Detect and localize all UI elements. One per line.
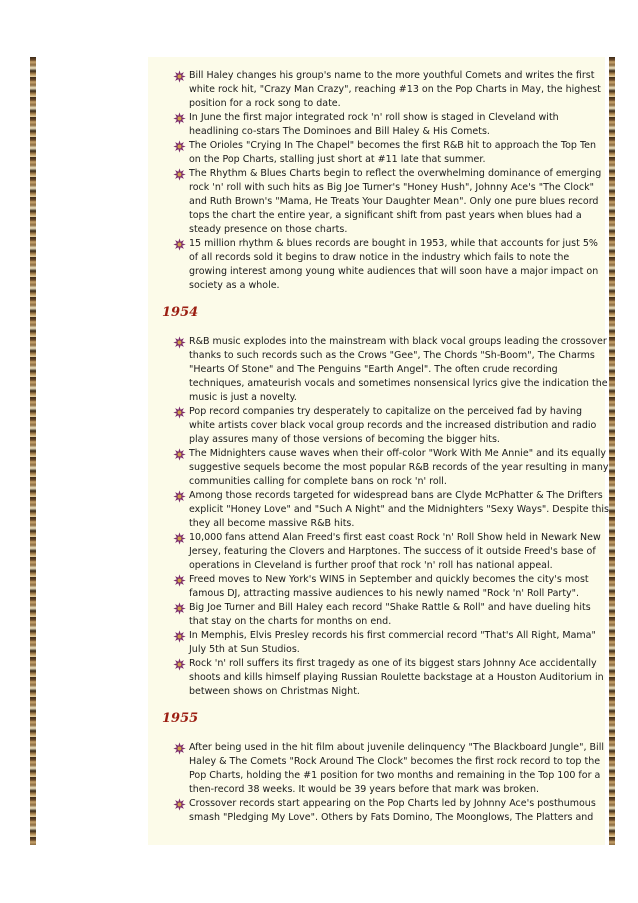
list-item-text: Bill Haley changes his group's name to the more youthful Comets and writes the first white rock hit, "Crazy Man Crazy", reaching #13 on the Pop Charts in May, the highest position for a rock song to date.: [189, 70, 601, 109]
section-heading-1954: 1954: [162, 305, 199, 320]
list-item: [170, 657, 610, 699]
list-item: [170, 335, 610, 405]
star-burst-icon: [173, 168, 186, 181]
star-burst-icon: [173, 798, 186, 811]
star-burst-icon: [173, 448, 186, 461]
star-burst-icon: [173, 336, 186, 349]
section-heading-1955: 1955: [162, 711, 199, 726]
list-item-text: 10,000 fans attend Alan Freed's first east coast Rock 'n' Roll Show held in Newark New Jersey, featuring the Clovers and Harptones. The success of it outside Freed's base of operations in Cleveland is further proof that rock 'n' roll has national appeal.: [189, 532, 601, 571]
list-item-text: Big Joe Turner and Bill Haley each record "Shake Rattle & Roll" and have dueling hits that stay on the charts for months on end.: [189, 602, 591, 627]
list-item-text: Freed moves to New York's WINS in September and quickly becomes the city's most famous DJ, attracting massive audiences to his newly named "Rock 'n' Roll Party".: [189, 574, 589, 599]
list-item: [170, 237, 610, 293]
list-item-text: Crossover records start appearing on the Pop Charts led by Johnny Ace's posthumous smash "Pledging My Love". Others by Fats Domino, The Moonglows, The Platters and: [189, 798, 596, 823]
decorative-border-left: [30, 57, 36, 845]
star-burst-icon: [173, 742, 186, 755]
star-burst-icon: [173, 574, 186, 587]
list-item-text: After being used in the hit film about juvenile delinquency "The Blackboard Jungle", Bill Haley & The Comets "Rock Around The Clock" becomes the first rock record to top the Pop Charts, holding the #1 position for two months and remaining in the Top 100 for a then-record 38 weeks. It would be 39 years before that mark was broken.: [189, 742, 604, 795]
star-burst-icon: [173, 112, 186, 125]
list-item-text: Rock 'n' roll suffers its first tragedy as one of its biggest stars Johnny Ace accidentally shoots and kills himself playing Russian Roulette backstage at a Houston Auditorium in between shows on Christmas Night.: [189, 658, 604, 697]
list-item: [170, 111, 610, 139]
list-item: [170, 601, 610, 629]
star-burst-icon: [173, 490, 186, 503]
list-1955: [170, 741, 610, 825]
list-item-text: In Memphis, Elvis Presley records his first commercial record "That's All Right, Mama" July 5th at Sun Studios.: [189, 630, 596, 655]
list-1953: [170, 69, 610, 293]
list-item-text: R&B music explodes into the mainstream with black vocal groups leading the crossover thanks to such records such as the Crows "Gee", The Chords "Sh-Boom", The Charms "Hearts Of Stone" and The Penguins "Earth Angel". The often crude recording techniques, amateurish vocals and sometimes nonsensical lyrics give the indication the music is just a novelty.: [189, 336, 608, 403]
star-burst-icon: [173, 238, 186, 251]
star-burst-icon: [173, 630, 186, 643]
list-item: [170, 573, 610, 601]
list-item: [170, 167, 610, 237]
list-item-text: The Midnighters cause waves when their off-color "Work With Me Annie" and its equally suggestive sequels become the most popular R&B records of the year resulting in many communities calling for complete bans on rock 'n' roll.: [189, 448, 609, 487]
list-item-text: The Rhythm & Blues Charts begin to reflect the overwhelming dominance of emerging rock 'n' roll with such hits as Big Joe Turner's "Honey Hush", Johnny Ace's "The Clock" and Ruth Brown's "Mama, He Treats Your Daughter Mean". Only one pure blues record tops the chart the entire year, a significant shift from past years when blues had a steady presence on those charts.: [189, 168, 602, 235]
list-item: [170, 531, 610, 573]
list-item: [170, 797, 610, 825]
list-item: [170, 69, 610, 111]
list-item: [170, 741, 610, 797]
star-burst-icon: [173, 140, 186, 153]
star-burst-icon: [173, 532, 186, 545]
list-item: [170, 629, 610, 657]
list-item-text: In June the first major integrated rock 'n' roll show is staged in Cleveland with headlining co-stars The Dominoes and Bill Haley & His Comets.: [189, 112, 559, 137]
list-item: [170, 139, 610, 167]
star-burst-icon: [173, 406, 186, 419]
list-item-text: Pop record companies try desperately to capitalize on the perceived fad by having white artists cover black vocal group records and the increased distribution and radio play assures many of those versions of becoming the bigger hits.: [189, 406, 597, 445]
list-item: [170, 489, 610, 531]
star-burst-icon: [173, 602, 186, 615]
list-1954: [170, 335, 610, 699]
star-burst-icon: [173, 658, 186, 671]
list-item-text: The Orioles "Crying In The Chapel" becomes the first R&B hit to approach the Top Ten on the Pop Charts, stalling just short at #11 late that summer.: [189, 140, 597, 165]
list-item: [170, 447, 610, 489]
list-item: [170, 405, 610, 447]
list-item-text: Among those records targeted for widespread bans are Clyde McPhatter & The Drifters explicit "Honey Love" and "Such A Night" and the Midnighters "Sexy Ways". Despite this they all become massive R&B hits.: [189, 490, 610, 529]
list-item-text: 15 million rhythm & blues records are bought in 1953, while that accounts for just 5% of all records sold it begins to draw notice in the industry which fails to note the growing interest among young white audiences that will soon have a major impact on society as a whole.: [189, 238, 599, 291]
star-burst-icon: [173, 70, 186, 83]
document-page: [30, 57, 615, 845]
